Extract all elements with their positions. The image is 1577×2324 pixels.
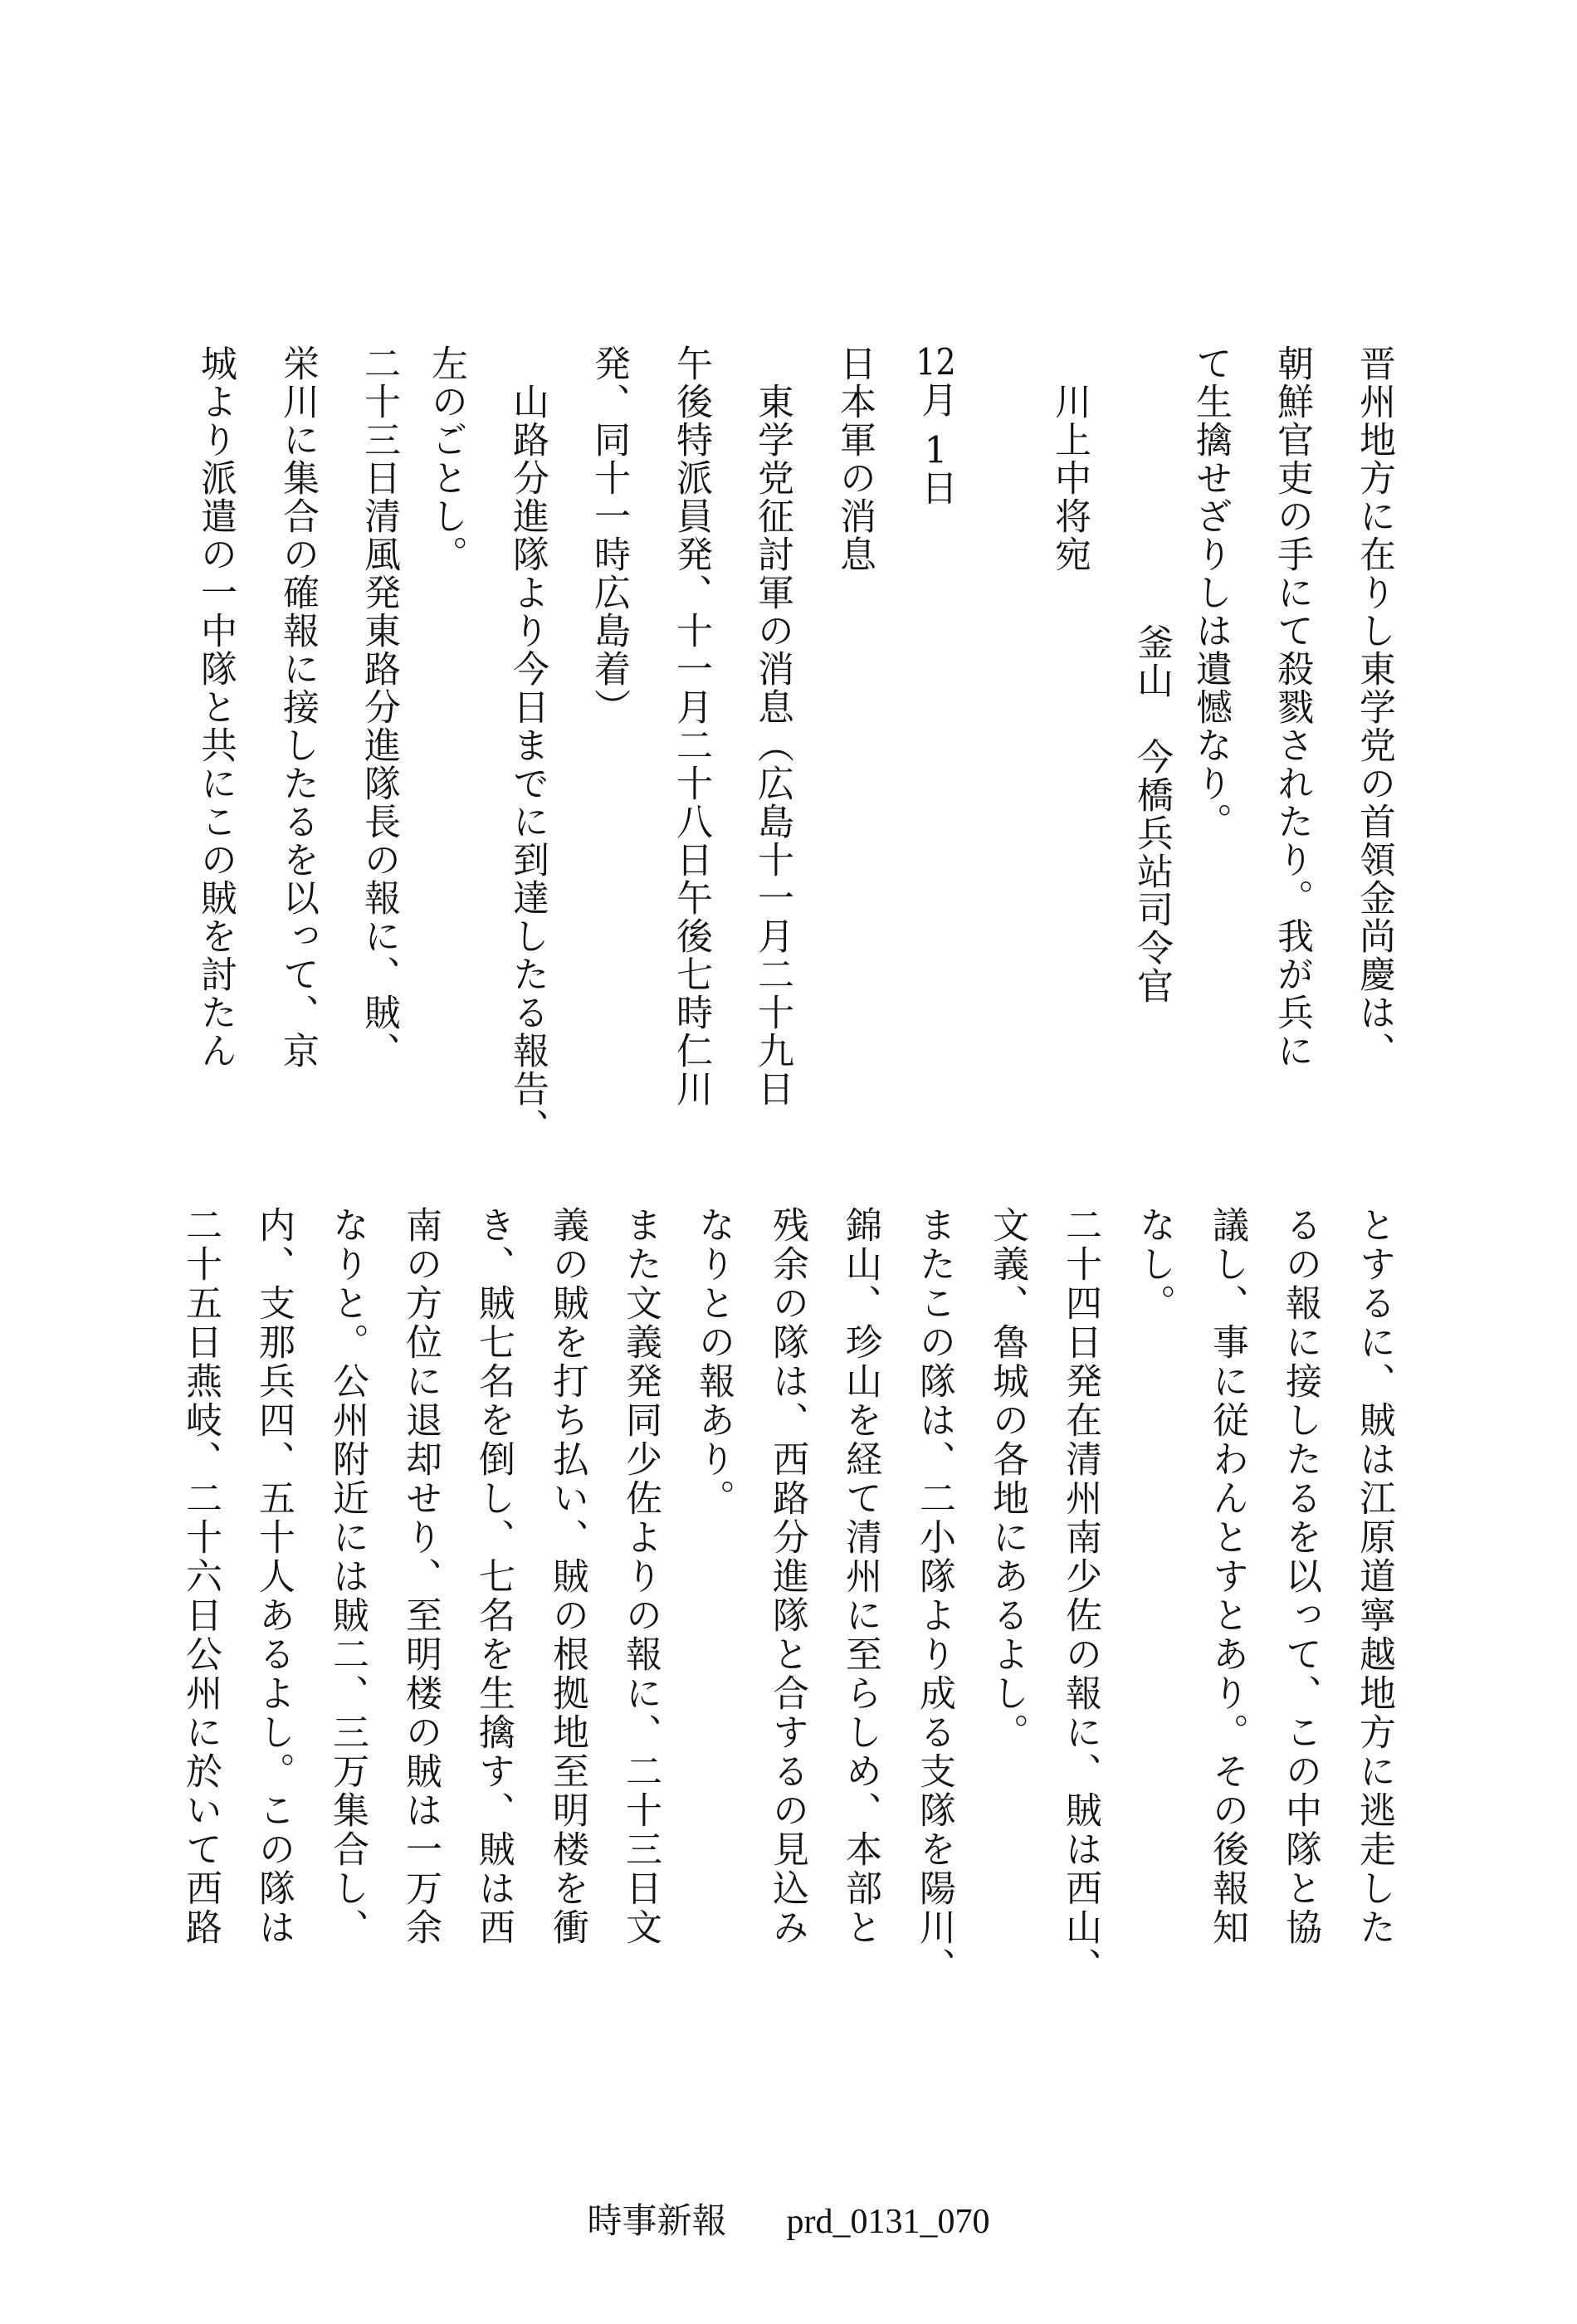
- article-line: とするに、賊は江原道寧越地方に逃走した: [1353, 1206, 1395, 1947]
- article-line: また文義発同少佐よりの報に、二十三日文: [619, 1206, 662, 1947]
- article-line: 二十四日発在清州南少佐の報に、賊は西山、: [1059, 1206, 1101, 1986]
- article-line: 二十五日燕岐、二十六日公州に於いて西路: [179, 1206, 222, 1947]
- article-line: 義の賊を打ち払い、賊の根拠地至明楼を衝: [546, 1206, 588, 1947]
- article-line: 錦山、珍山を経て清州に至らしめ、本部と: [839, 1206, 881, 1947]
- article-line: なりとの報あり。: [692, 1206, 735, 1518]
- article-line: 発、同十一時広島着）: [588, 344, 630, 726]
- article-line: 議し、事に従わんとすとあり。その後報知: [1206, 1206, 1248, 1947]
- article-line: 文義、魯城の各地にあるよし。: [986, 1206, 1028, 1752]
- report-line: て生擒せざりしは遺憾なり。: [1189, 344, 1232, 841]
- article-line: 内、支那兵四、五十人あるよし。この隊は: [252, 1206, 295, 1947]
- report-line: 朝鮮官吏の手にて殺戮されたり。我が兵に: [1271, 344, 1313, 1070]
- article-line: 城より派遣の一中隊と共にこの賊を討たん: [194, 344, 237, 1070]
- article-line: 山路分進隊より今日までに到達したる報告、: [506, 383, 549, 1146]
- article-line: 南の方位に退却せり、至明楼の賊は一万余: [399, 1206, 442, 1947]
- article-line: 午後特派員発、十一月二十八日午後七時仁川: [670, 344, 712, 1108]
- article-line: るの報に接したるを以って、この中隊と協: [1279, 1206, 1321, 1947]
- page-identifier: prd_0131_070: [786, 2203, 990, 2241]
- article-line: 東学党征討軍の消息（広島十一月二十九日: [751, 383, 793, 1108]
- article-line: またこの隊は、二小隊より成る支隊を陽川、: [913, 1206, 955, 1986]
- article-line: 左のごとし。: [425, 344, 467, 574]
- section-headline: 日本軍の消息: [833, 344, 876, 574]
- sender-line: 釜山 今橋兵站司令官: [1130, 623, 1173, 1005]
- date-line: 12月 1日: [915, 344, 957, 507]
- article-line: なし。: [1133, 1206, 1175, 1323]
- page-footer: [0, 2201, 1577, 2243]
- recipient-line: 川上中将宛: [1048, 383, 1091, 574]
- article-line: なりと。公州附近には賊二、三万集合し、: [326, 1206, 369, 1947]
- article-line: 二十三日清風発東路分進隊長の報に、賊、: [358, 344, 400, 1070]
- article-line: 残余の隊は、西路分進隊と合するの見込み: [766, 1206, 808, 1947]
- article-line: 栄川に集合の確報に接したるを以って、京: [276, 344, 319, 1070]
- article-line: き、賊七名を倒し、七名を生擒す、賊は西: [472, 1206, 515, 1947]
- publication-name: 時事新報: [587, 2203, 727, 2241]
- report-line: 晋州地方に在りし東学党の首領金尚慶は、: [1353, 344, 1395, 1070]
